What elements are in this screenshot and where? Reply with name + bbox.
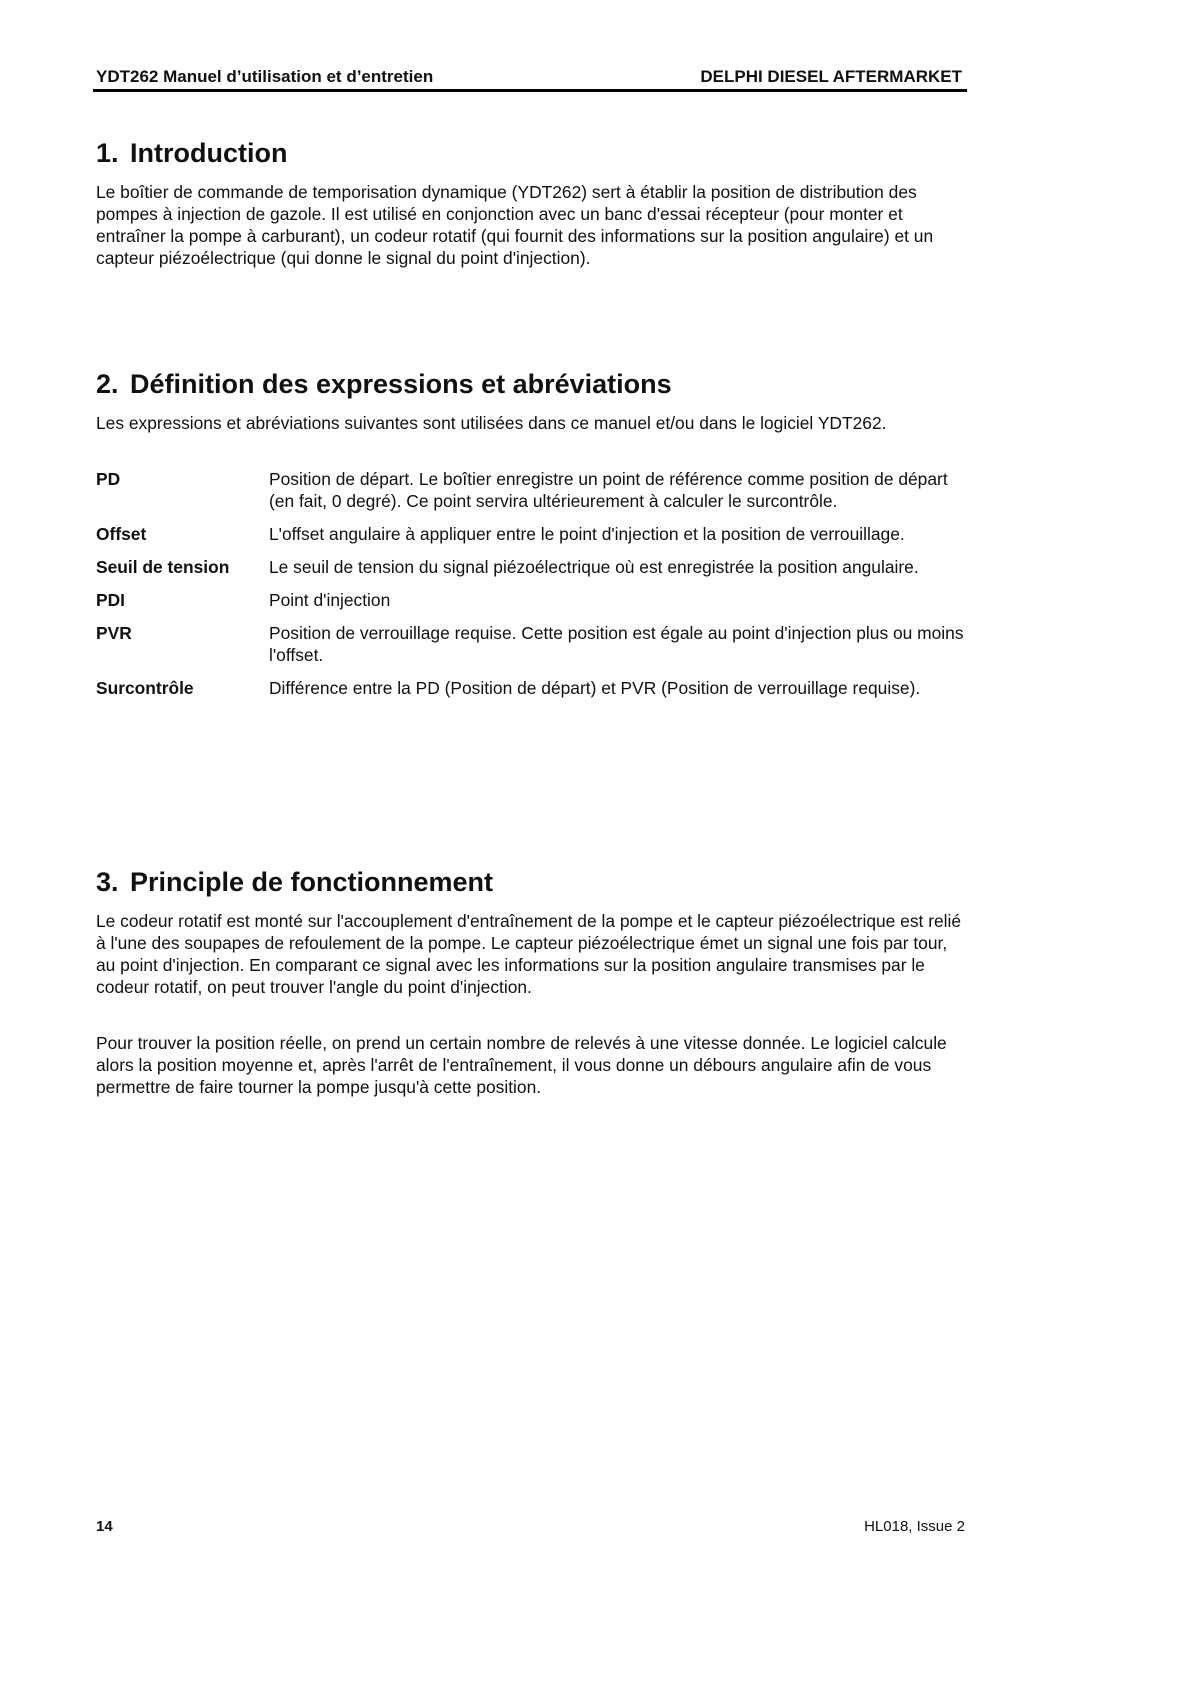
section-2-paragraph: Les expressions et abréviations suivantes sont utilisées dans ce manuel et/ou dans le logiciel YDT262. xyxy=(96,413,887,433)
definition-item xyxy=(96,523,966,545)
section-3-paragraph-1: Le codeur rotatif est monté sur l'accouplement d'entraînement de la pompe et le capteur piézoélectrique est relié à l'une des soupapes de refoulement de la pompe. Le capteur piézoélectrique émet un signal une fois par tour, au point d'injection. En comparant ce signal avec les informations sur la position angulaire transmises par le codeur rotatif, on peut trouver l'angle du point d'injection. xyxy=(96,911,962,997)
definition-item xyxy=(96,589,966,611)
section-1-number: 1. xyxy=(96,138,119,168)
section-1-heading xyxy=(96,137,287,169)
definition-description: Point d'injection xyxy=(269,590,391,610)
section-3-title: Principle de fonctionnement xyxy=(130,867,494,897)
definition-description: Position de verrouillage requise. Cette position est égale au point d'injection plus ou moins l'offset. xyxy=(269,623,964,665)
definition-description: Le seuil de tension du signal piézoélectrique où est enregistrée la position angulaire. xyxy=(269,557,919,577)
section-2-title: Définition des expressions et abréviations xyxy=(130,369,672,399)
section-3-heading xyxy=(96,866,493,898)
definition-item xyxy=(96,556,966,578)
definitions-list xyxy=(96,468,966,710)
definition-term: Offset xyxy=(96,524,147,544)
definition-description: L'offset angulaire à appliquer entre le point d'injection et la position de verrouillage. xyxy=(269,524,905,544)
section-3-paragraph-2: Pour trouver la position réelle, on prend un certain nombre de relevés à une vitesse donnée. Le logiciel calcule alors la position moyenne et, après l'arrêt de l'entraînement, il vous donne un débours angulaire afin de vous permettre de faire tourner la pompe jusqu'à cette position. xyxy=(96,1033,947,1097)
definition-description: Position de départ. Le boîtier enregistre un point de référence comme position de départ (en fait, 0 degré). Ce point servira ultérieurement à calculer le surcontrôle. xyxy=(269,469,948,511)
header-company-name: DELPHI DIESEL AFTERMARKET xyxy=(700,67,962,86)
definition-description: Différence entre la PD (Position de départ) et PVR (Position de verrouillage requise). xyxy=(269,678,921,698)
definition-item xyxy=(96,622,966,666)
definition-item xyxy=(96,677,966,699)
section-1-paragraph: Le boîtier de commande de temporisation dynamique (YDT262) sert à établir la position de distribution des pompes à injection de gazole. Il est utilisé en conjonction avec un banc d'essai récepteur (pour monter et entraîner la pompe à carburant), un codeur rotatif (qui fournit des informations sur la position angulaire) et un capteur piézoélectrique (qui donne le signal du point d'injection). xyxy=(96,182,934,268)
definition-term: Surcontrôle xyxy=(96,678,194,698)
section-2-number: 2. xyxy=(96,369,119,399)
definition-term: PDI xyxy=(96,590,125,610)
section-3-number: 3. xyxy=(96,867,119,897)
page-header xyxy=(93,64,967,92)
header-manual-title: YDT262 Manuel d’utilisation et d’entretien xyxy=(96,67,434,86)
definition-term: PVR xyxy=(96,623,132,643)
section-1-title: Introduction xyxy=(130,138,288,168)
definition-term: PD xyxy=(96,469,121,489)
definition-item xyxy=(96,468,966,512)
section-2-heading xyxy=(96,368,672,400)
page-number: 14 xyxy=(96,1518,113,1535)
document-reference: HL018, Issue 2 xyxy=(864,1518,965,1535)
definition-term: Seuil de tension xyxy=(96,557,230,577)
